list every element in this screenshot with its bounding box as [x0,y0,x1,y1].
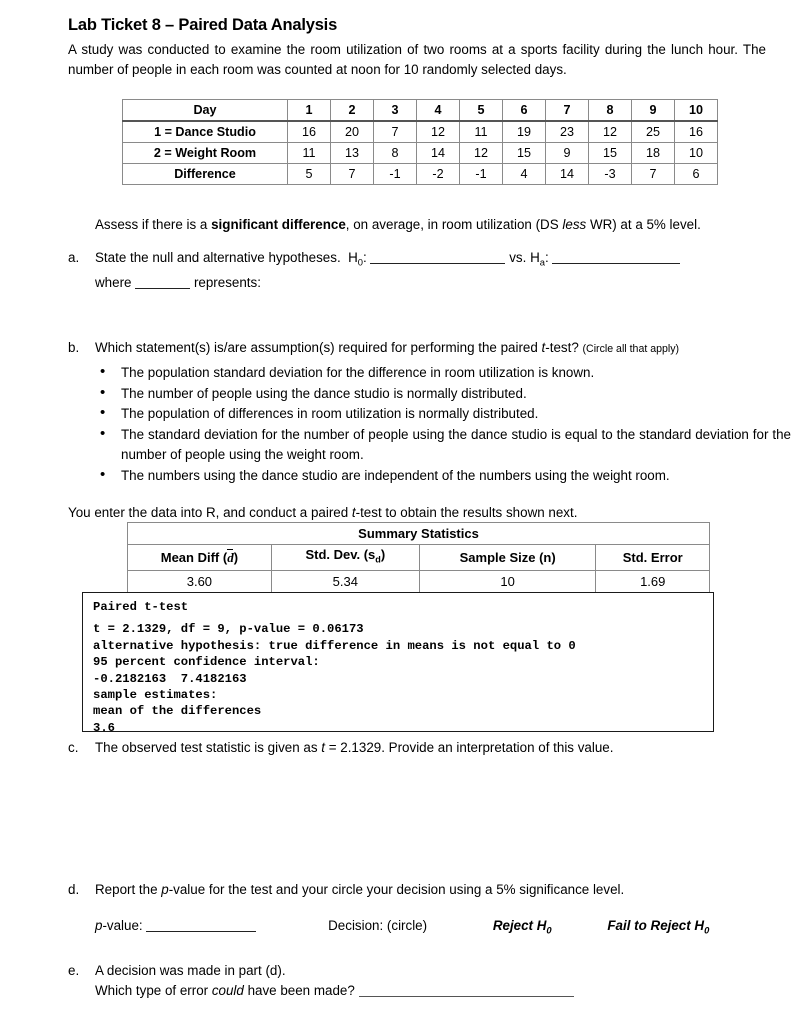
assumption-text: The numbers using the dance studio are independent of the numbers using the weight room. [121,467,670,483]
reject-h0-option[interactable] [493,918,552,936]
pvalue-answer-blank[interactable] [146,931,256,932]
cell-day-3: 3 [374,100,417,122]
where-post: represents: [193,275,261,290]
cell-ds-4: 12 [417,121,460,143]
value-std-dev: 5.34 [271,570,419,592]
r-output-line: 3.6 [93,720,115,735]
cell-diff-9: 7 [632,164,675,185]
r-output-line: -0.2182163 7.4182163 [93,671,247,686]
cell-wr-7: 9 [546,143,589,164]
question-b [68,338,778,360]
header-sample-size: Sample Size (n) [419,545,596,571]
cell-ds-3: 7 [374,121,417,143]
question-b-italic-t: t [541,340,546,355]
summary-statistics-table [127,522,710,593]
vs-label: vs. [509,250,527,265]
cell-difference-label: Difference [123,164,288,185]
question-d-italic-p: p [161,882,169,897]
std-dev-pre: Std. Dev. (s [305,547,376,562]
value-std-error: 1.69 [596,570,710,592]
summary-title: Summary Statistics [128,523,710,545]
summary-header-row [128,545,710,571]
assess-instruction [95,217,701,232]
cell-wr-5: 12 [460,143,503,164]
list-item[interactable] [100,404,791,424]
cell-diff-2: 7 [331,164,374,185]
fail-to-reject-h0-sub: 0 [704,925,710,936]
cell-diff-7: 14 [546,164,589,185]
list-item[interactable] [100,383,791,404]
cell-wr-3: 8 [374,143,417,164]
question-c-pre: The observed test statistic is given as [95,740,322,755]
question-d-pre: Report the [95,882,162,897]
cell-ds-10: 16 [675,121,718,143]
cell-day-5: 5 [460,100,503,122]
value-mean-diff: 3.60 [128,570,272,592]
cell-ds-6: 19 [503,121,546,143]
summary-value-row [128,570,710,592]
assess-bold: significant difference [211,217,346,232]
cell-ds-7: 23 [546,121,589,143]
cell-wr-6: 15 [503,143,546,164]
where-pre: where [95,275,132,290]
question-d-answer-row [95,918,775,936]
pvalue-label-rest: -value: [102,918,143,933]
h-alt-answer-blank[interactable] [552,263,680,264]
question-a [68,248,768,273]
std-dev-post: ) [380,547,386,562]
reject-h0-sub: 0 [546,925,552,936]
value-sample-size: 10 [419,570,596,592]
cell-ds-1: 16 [288,121,331,143]
header-std-dev [271,545,419,571]
list-item[interactable] [100,425,791,464]
cell-day-6: 6 [503,100,546,122]
question-a-text [95,250,680,268]
mean-diff-post: ) [233,550,239,566]
r-output-box [82,592,714,735]
pvalue-label [95,918,143,933]
question-e-italic-could: could [211,982,244,998]
list-item[interactable] [100,465,791,486]
cell-wr-10: 10 [675,143,718,164]
bullet-icon: • [100,363,106,380]
cell-day-2: 2 [331,100,374,122]
question-d-text [95,882,624,897]
assumption-text: The standard deviation for the number of people using the dance studio is equal to the standard deviation for the number of people using the weight room. [121,427,791,462]
r-output-line: mean of the differences [93,704,262,719]
pvalue-italic-p: p [95,918,103,933]
question-b-text [95,340,679,355]
cell-day-label: Day [123,100,288,122]
cell-diff-8: -3 [589,164,632,185]
question-a-where-line [95,275,261,290]
cell-wr-8: 15 [589,143,632,164]
h-alt-label: H [530,250,540,265]
header-std-error: Std. Error [596,545,710,571]
assess-italic: less [562,217,587,232]
decision-label: Decision: (circle) [328,918,428,933]
circle-all-that-apply-note: (Circle all that apply) [582,343,680,355]
cell-day-9: 9 [632,100,675,122]
question-c [68,738,768,758]
cell-ds-5: 11 [460,121,503,143]
h-null-label: H [348,250,358,265]
question-e-pre: Which type of error [95,982,212,998]
reject-h0-text: Reject H [492,918,547,933]
cell-diff-1: 5 [288,164,331,185]
assess-post: WR) at a 5% level. [586,217,701,232]
d-bar-symbol: d [227,550,234,566]
h-alt-colon: : [544,250,549,265]
assumption-text: The population of differences in room utilization is normally distributed. [121,406,539,422]
cell-weight-room-label: 2 = Weight Room [123,143,288,164]
table-row-weight-room [123,143,718,164]
cell-day-10: 10 [675,100,718,122]
question-c-post: = 2.1329. Provide an interpretation of this value. [325,740,614,755]
where-blank[interactable] [135,288,190,289]
question-a-letter: a. [68,250,80,265]
question-e-answer-blank[interactable] [359,996,574,997]
r-output-line: alternative hypothesis: true difference in means is not equal to 0 [93,638,576,653]
r-intro-pre: You enter the data into R, and conduct a paired [68,505,352,520]
r-intro-italic-t: t [351,505,356,520]
r-output-line: 95 percent confidence interval: [93,655,320,670]
cell-diff-3: -1 [374,164,417,185]
cell-day-4: 4 [417,100,460,122]
bullet-icon: • [100,404,106,422]
assumption-text: The number of people using the dance studio is normally distributed. [121,385,527,401]
cell-wr-4: 14 [417,143,460,164]
h-null-answer-blank[interactable] [370,263,505,264]
intro-paragraph: A study was conducted to examine the room utilization of two rooms at a sports facility during the lunch hour. The number of people in each room was counted at noon for 10 randomly selected days. [68,42,766,77]
r-intro-line [68,505,577,520]
question-c-text [95,740,613,755]
assess-pre: Assess if there is a [95,217,212,232]
cell-ds-8: 12 [589,121,632,143]
h-null-colon: : [363,250,367,265]
question-a-prompt: State the null and alternative hypotheses. [95,250,341,265]
question-e-line2 [95,981,768,1001]
question-b-pre: Which statement(s) is/are assumption(s) required for performing the paired [95,340,542,355]
assumption-text: The population standard deviation for the difference in room utilization is known. [121,365,595,380]
cell-day-1: 1 [288,100,331,122]
r-output-line: t = 2.1329, df = 9, p-value = 0.06173 [93,622,364,637]
bullet-icon: • [100,425,106,443]
r-output-title: Paired t-test [93,600,189,614]
cell-day-7: 7 [546,100,589,122]
table-row-difference [123,164,718,185]
cell-dance-studio-label: 1 = Dance Studio [123,121,288,143]
cell-wr-2: 13 [331,143,374,164]
cell-wr-1: 11 [288,143,331,164]
table-row-header [123,100,718,122]
bullet-icon: • [100,383,106,401]
bullet-icon: • [100,465,106,483]
question-c-italic-t: t [321,740,325,755]
summary-title-row [128,523,710,545]
question-c-letter: c. [68,740,79,755]
question-e-letter: e. [68,963,80,978]
cell-day-8: 8 [589,100,632,122]
std-dev-sub: d [375,554,381,565]
h-null-sub: 0 [357,257,364,268]
cell-ds-9: 25 [632,121,675,143]
fail-to-reject-h0-option[interactable] [607,918,709,936]
cell-diff-10: 6 [675,164,718,185]
fail-to-reject-h0-text: Fail to Reject H [607,918,705,933]
page-title: Lab Ticket 8 – Paired Data Analysis [68,16,338,34]
mean-diff-pre: Mean Diff ( [160,550,228,566]
list-item[interactable] [100,363,791,383]
table-row-dance-studio [123,121,718,143]
cell-wr-9: 18 [632,143,675,164]
cell-diff-6: 4 [503,164,546,185]
question-d-letter: d. [68,882,80,897]
question-b-post: -test? [545,340,579,355]
question-e [68,961,768,1000]
question-d [68,880,768,900]
r-output-line: sample estimates: [93,688,218,703]
assess-mid: , on average, in room utilization (DS [345,217,563,232]
question-e-post: have been made? [243,982,355,998]
room-utilization-table [122,99,718,185]
question-e-line1: A decision was made in part (d). [95,963,286,978]
cell-diff-5: -1 [460,164,503,185]
question-d-post: -value for the test and your circle your decision using a 5% significance level. [168,882,625,897]
header-mean-diff [128,545,272,571]
cell-ds-2: 20 [331,121,374,143]
question-b-letter: b. [68,340,80,355]
r-intro-post: -test to obtain the results shown next. [355,505,578,520]
cell-diff-4: -2 [417,164,460,185]
assumptions-list [95,363,791,486]
h-alt-sub: a [539,257,545,268]
